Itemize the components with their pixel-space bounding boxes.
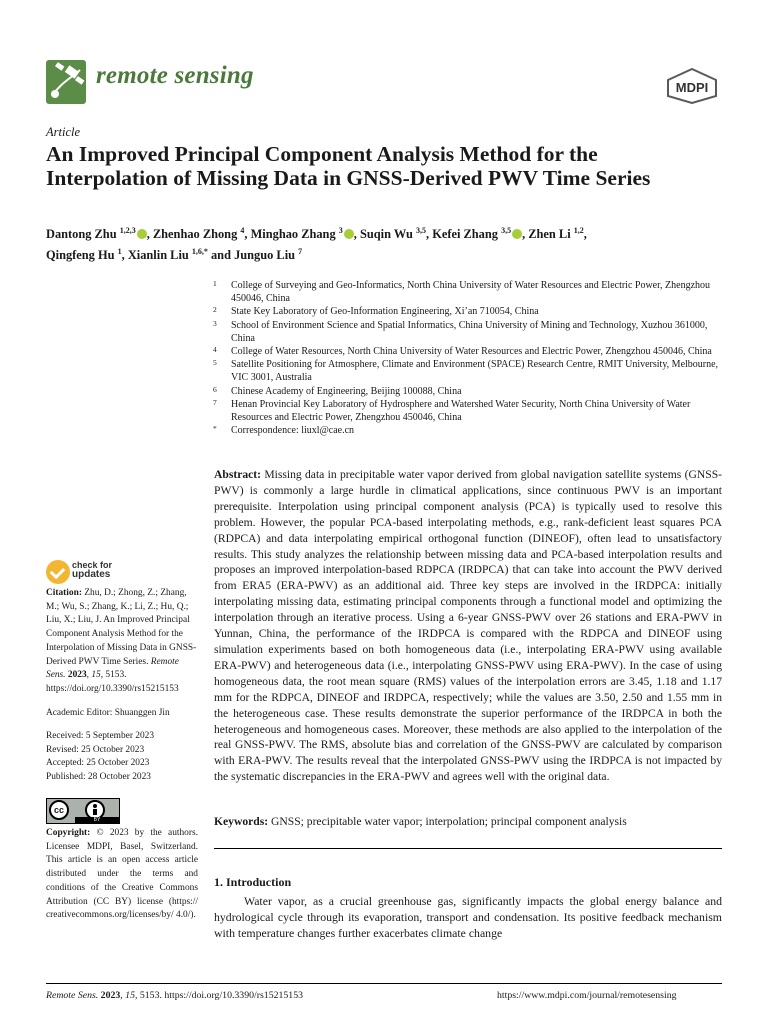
citation-year: 2023 [65, 670, 87, 681]
abstract-label: Abstract: [214, 468, 262, 481]
mdpi-logo [666, 68, 718, 109]
affiliation-item [213, 319, 733, 345]
author-separator: , [522, 227, 529, 242]
keywords [214, 815, 722, 828]
cc-by-license-badge[interactable] [46, 798, 120, 824]
author-name[interactable]: Kefei Zhang [432, 227, 498, 242]
check-updates-line1: check for [72, 560, 113, 570]
affiliation-item [213, 424, 733, 437]
academic-editor: Academic Editor: Shuanggen Jin [46, 708, 170, 718]
affiliation-number: 4 [213, 345, 217, 355]
affiliation-text: College of Surveying and Geo-Informatics, North China University of Water Resources and Electric Power, Zhengzhou 450046, China [231, 280, 711, 305]
footer-journal: Remote Sens. [46, 990, 99, 1001]
author-affiliation-marker: 1,2 [573, 226, 584, 235]
section-heading: 1. Introduction [214, 875, 292, 889]
affiliation-text: Correspondence: liuxl@cae.cn [231, 425, 355, 437]
affiliation-number: 5 [213, 358, 217, 368]
affiliation-number: 6 [213, 384, 217, 394]
cc-icon: cc [49, 800, 69, 820]
affiliations [213, 279, 733, 437]
citation [46, 587, 198, 697]
affiliation-text: State Key Laboratory of Geo-Information Engineering, Xi’an 710054, China [231, 306, 539, 318]
affiliation-item [213, 345, 733, 358]
affiliation-item [213, 305, 733, 318]
footer-rest: , 5153. https://doi.org/10.3390/rs15215153 [134, 990, 303, 1001]
author-separator: , [353, 227, 360, 242]
footer-journal-link[interactable]: https://www.mdpi.com/journal/remotesensing [497, 990, 677, 1001]
check-updates-icon [46, 560, 70, 584]
date-accepted: Accepted: 25 October 2023 [46, 758, 150, 769]
journal-logo-icon [46, 60, 86, 104]
affiliation-number: * [213, 424, 217, 434]
author-name[interactable]: Zhenhao Zhong [152, 227, 238, 242]
affiliation-text: Henan Provincial Key Laboratory of Hydrosphere and Watershed Water Security, North China University of Water Resources and Electric Power, Zhengzhou 450046, China [231, 398, 691, 424]
affiliation-number: 1 [213, 279, 217, 288]
author-separator: and [207, 248, 235, 263]
author-separator: , [146, 227, 153, 242]
section-divider [214, 848, 722, 849]
affiliation-text: Chinese Academy of Engineering, Beijing 100088, China [231, 385, 462, 397]
citation-label: Citation: [46, 588, 82, 598]
affiliation-number: 3 [213, 318, 217, 328]
check-for-updates-button[interactable] [46, 558, 166, 584]
article-type: Article [46, 125, 81, 139]
author-name[interactable]: Suqin Wu [359, 227, 413, 242]
affiliation-number: 2 [213, 305, 217, 315]
author-affiliation-marker: 1,2,3 [119, 226, 136, 235]
author-name[interactable]: Zhen Li [528, 227, 571, 242]
orcid-icon[interactable] [344, 229, 354, 239]
date-published: Published: 28 October 2023 [46, 772, 151, 783]
mdpi-label: MDPI [675, 80, 709, 95]
footer-vol: , 15 [120, 990, 135, 1001]
author-name[interactable]: Minghao Zhang [250, 227, 336, 242]
affiliation-text: Satellite Positioning for Atmosphere, Climate and Environment (SPACE) Research Centre, RMIT University, Melbourne, VIC 3001, Australia [231, 359, 719, 384]
author-name[interactable]: Junguo Liu [234, 248, 296, 263]
intro-paragraph: Water vapor, as a crucial greenhouse gas, significantly impacts the global energy balance and hydrological cycle through its evaporation, transport and condensation. Its positive feedback mechanism with temperature changes further exacerbates climate change [214, 894, 722, 940]
affiliation-item [213, 279, 733, 305]
affiliation-text: School of Environment Science and Spatial Informatics, China University of Mining and Technology, Xuzhou 361000, China [231, 319, 708, 344]
author-separator: , [426, 227, 433, 242]
check-updates-line2: updates [72, 569, 111, 580]
author-affiliation-marker: 3 [338, 226, 343, 235]
author-list [46, 222, 726, 264]
article-title: An Improved Principal Component Analysis Method for the Interpolation of Missing Data in GNSS-Derived PWV Time Series [46, 142, 651, 190]
affiliation-item [213, 398, 733, 424]
footer-year: 2023 [98, 990, 121, 1001]
affiliation-item [213, 358, 733, 384]
affiliation-item [213, 385, 733, 398]
by-label: BY [75, 817, 119, 823]
author-affiliation-marker: 4 [240, 226, 245, 235]
author-name[interactable]: Dantong Zhu [46, 227, 117, 242]
affiliation-text: College of Water Resources, North China University of Water Resources and Electric Power, Zhengzhou 450046, China [231, 346, 712, 358]
copyright [46, 827, 198, 923]
date-revised: Revised: 25 October 2023 [46, 744, 145, 755]
citation-journal: Remote Sens. [46, 656, 179, 681]
author-affiliation-marker: 3,5 [416, 226, 427, 235]
abstract [214, 467, 722, 785]
author-affiliation-marker: 1 [117, 247, 122, 257]
author-separator: , [583, 227, 587, 242]
author-separator: , [121, 248, 128, 263]
citation-vol: , 15 [86, 670, 101, 681]
footer-divider [46, 983, 722, 984]
copyright-label: Copyright: [46, 828, 91, 838]
author-name[interactable]: Xianlin Liu [127, 248, 189, 263]
keywords-text: GNSS; precipitable water vapor; interpolation; principal component analysis [268, 815, 627, 828]
keywords-label: Keywords: [214, 815, 269, 828]
citation-tail: , 5153. https://doi.org/10.3390/rs15215153 [46, 670, 179, 694]
author-affiliation-marker: 3,5 [501, 226, 512, 235]
footer-citation [46, 990, 303, 1001]
orcid-icon[interactable] [512, 229, 522, 239]
journal-name: remote sensing [96, 62, 254, 89]
author-affiliation-marker: 1,6,* [191, 247, 208, 257]
date-received: Received: 5 September 2023 [46, 731, 155, 741]
copyright-text: © 2023 by the authors. Licensee MDPI, Basel, Switzerland. This article is an open access article distributed under the terms and conditions of the Creative Commons Attribution (CC BY) license (https:// creativecommons.org/licenses/by/ 4.0/). [46, 828, 198, 921]
dates [46, 730, 198, 785]
citation-text: Zhu, D.; Zhong, Z.; Zhang, M.; Wu, S.; Zhang, K.; Li, Z.; Hu, Q.; Liu, X.; Liu, J. An Improved Principal Component Analysis Method for the Interpolation of Missing Data in GNSS-Derived PWV Time Series. [46, 588, 197, 667]
affiliation-number: 7 [213, 397, 217, 407]
author-name[interactable]: Qingfeng Hu [46, 248, 115, 263]
author-affiliation-marker: 7 [298, 247, 303, 257]
author-separator: , [244, 227, 251, 242]
orcid-icon[interactable] [137, 229, 147, 239]
abstract-text: Missing data in precipitable water vapor derived from global navigation satellite systems (GNSS-PWV) is commonly a large hurdle in climatical applications, since continuous PWV is an important prerequisite. Interpolation using principal component analysis (PCA) is typically used to resolve this problem. However, the popular PCA-based interpolating methods, e.g., rank-deficient least squares PCA (RDPCA) and data interpolating empirical orthogonal function (DINEOF), often lead to unsatisfactory results. This study analyzes the relationship between missing data and PCA-based interpolation results and proposes an improved interpolation-based RDPCA (IRDPCA) that can take into account the PWV derived from ERA5 (ERA-PWV) as an additional aid. Three key steps are involved in the IRDPCA: initially interpolating missing data, estimating principal components through a functional model and optimizing the interpolation through an iterative process. Using a 6-year GNSS-PWV over 26 stations and ERA-PWV in Yunnan, China, the performance of the IRDPCA is compared with the RDPCA and DINEOF using simulation experiments based on both homogeneous data (i.e., interpolating ERA-PWV using available ERA-PWV) and heterogeneous data (i.e., interpolating GNSS-PWV using ERA-PWV). In the case of using homogeneous data, the root mean square (RMS) values of the interpolation errors are 3.45, 1.18 and 1.17 mm for the RDPCA, DINEOF and IRDPCA, respectively; while the values are 3.50, 2.50 and 1.55 mm in the heterogeneous case. These results demonstrate the superior performance of the IRDPCA in both the heterogeneous and homogeneous cases. Moreover, these methods are also applied to the interpolation of the real GNSS-PWV. The RMS, absolute bias and correlation of the GNSS-PWV are calculated by comparison with ERA-PWV. The results reveal that the interpolated GNSS-PWV using the IRDPCA is not impacted by the systematic discrepancies in the ERA-PWV and agrees well with the original data. [214, 468, 722, 784]
